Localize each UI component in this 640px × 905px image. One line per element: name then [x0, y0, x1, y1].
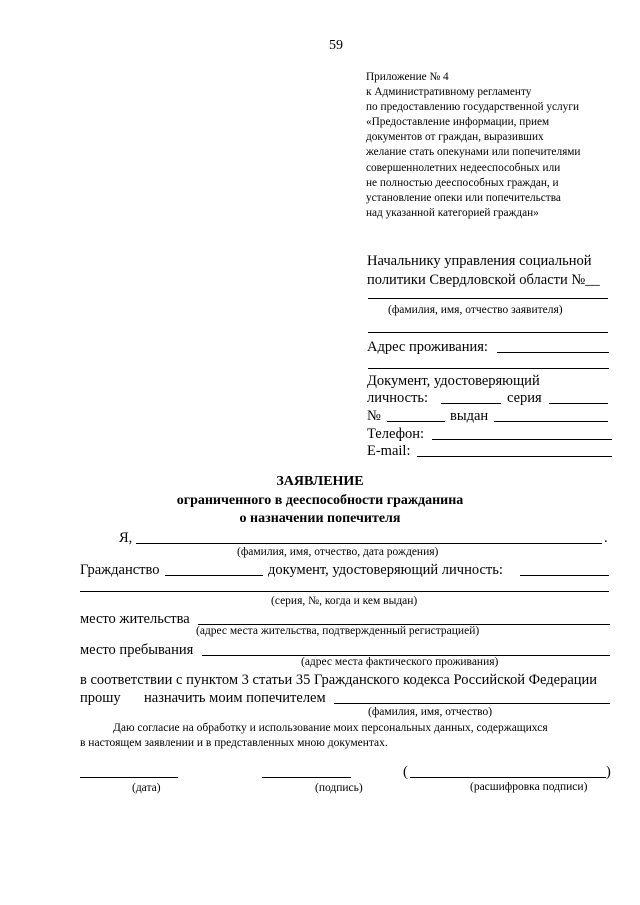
accordance-text: в соответствии с пунктом 3 статьи 35 Гражданского кодекса Российской Федерации: [80, 672, 598, 688]
email-label: E-mail:: [367, 443, 411, 459]
addressee-line-1: Начальнику управления социальной: [367, 253, 592, 269]
applicant-extra-line[interactable]: [368, 332, 608, 333]
id-document-field[interactable]: [520, 575, 609, 576]
number-label: №: [367, 408, 381, 424]
signature-caption: (подпись): [315, 782, 363, 794]
consent-text-2: в настоящем заявлении и в представленных мною документах.: [80, 737, 388, 749]
date-caption: (дата): [132, 782, 161, 794]
consent-text-1: Даю согласие на обработку и использование моих персональных данных, содержащихся: [113, 722, 548, 734]
applicant-name-caption: (фамилия, имя, отчество заявителя): [388, 304, 563, 316]
annex-line: документов от граждан, выразивших: [366, 131, 544, 144]
annex-block: [366, 70, 580, 221]
request-word: прошу: [80, 690, 121, 706]
i-label: Я,: [119, 530, 133, 546]
email-field[interactable]: [417, 456, 612, 457]
number-field[interactable]: [387, 421, 445, 422]
annex-line: установление опеки или попечительства: [366, 191, 561, 204]
applicant-name-line[interactable]: [368, 298, 608, 299]
annex-line: «Предоставление информации, прием: [366, 116, 550, 129]
address-label: Адрес проживания:: [367, 339, 488, 355]
annex-line: не полностью дееспособных граждан, и: [366, 176, 559, 189]
guardian-name-caption: (фамилия, имя, отчество): [368, 706, 493, 718]
residence-caption: (адрес места жительства, подтвержденный регистрацией): [196, 625, 480, 637]
full-name-caption: (фамилия, имя, отчество, дата рождения): [237, 546, 439, 558]
document-title: ЗАЯВЛЕНИЕ: [276, 474, 364, 489]
full-name-period: .: [604, 530, 608, 546]
signature-decode-caption: (расшифровка подписи): [470, 781, 588, 793]
issued-field[interactable]: [494, 421, 608, 422]
signature-field[interactable]: [262, 777, 351, 778]
annex-line: Приложение № 4: [366, 71, 449, 83]
stay-label: место пребывания: [80, 642, 194, 658]
addressee-line-2: политики Свердловской области №__: [367, 272, 600, 288]
id-document-label: документ, удостоверяющий личность:: [268, 562, 503, 578]
annex-line: желание стать опекунами или попечителями: [366, 146, 581, 159]
document-subtitle-2: о назначении попечителя: [239, 511, 401, 526]
decode-close-paren: ): [606, 764, 611, 780]
page-number: 59: [329, 38, 343, 53]
document-subtitle-1: ограниченного в дееспособности гражданина: [176, 493, 464, 508]
phone-label: Телефон:: [367, 426, 425, 442]
id-doc-field[interactable]: [441, 403, 501, 404]
series-field[interactable]: [549, 403, 608, 404]
id-document-details-line[interactable]: [80, 591, 609, 592]
issued-label: выдан: [450, 408, 489, 424]
phone-field[interactable]: [432, 439, 612, 440]
annex-line: совершеннолетних недееспособных или: [366, 161, 561, 174]
address-extra-line[interactable]: [368, 368, 609, 369]
signature-decode-field[interactable]: [410, 777, 606, 778]
annex-line: по предоставлению государственной услуги: [366, 101, 580, 114]
date-field[interactable]: [80, 777, 178, 778]
series-label: серия: [507, 390, 542, 406]
guardian-name-field[interactable]: [334, 703, 610, 704]
annex-line: к Административному регламенту: [366, 86, 532, 99]
residence-label: место жительства: [80, 611, 190, 627]
request-text: назначить моим попечителем: [144, 690, 326, 706]
stay-caption: (адрес места фактического проживания): [301, 656, 499, 668]
citizenship-label: Гражданство: [80, 562, 160, 578]
id-document-caption: (серия, №, когда и кем выдан): [271, 595, 418, 607]
decode-open-paren: (: [403, 764, 408, 780]
citizenship-field[interactable]: [165, 575, 263, 576]
id-doc-label: Документ, удостоверяющий: [367, 373, 540, 389]
id-doc-label-2: личность:: [367, 390, 429, 406]
annex-line: над указанной категорией граждан»: [366, 206, 539, 219]
full-name-field[interactable]: [136, 543, 602, 544]
address-field[interactable]: [497, 352, 609, 353]
